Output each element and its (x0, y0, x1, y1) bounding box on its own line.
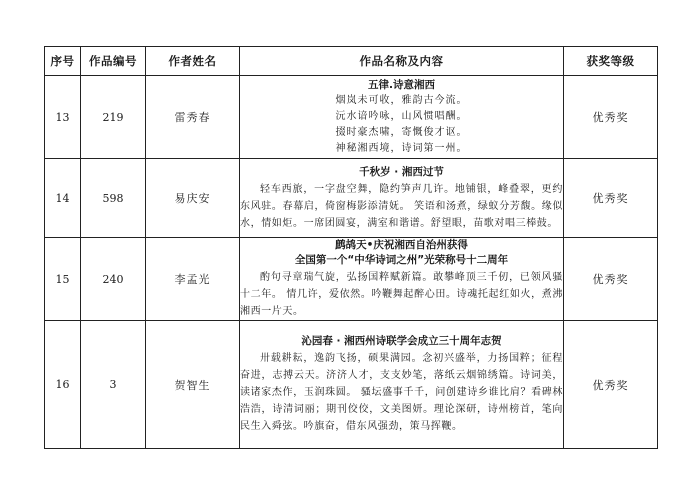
poem-line: 烟岚未可收，雅韵古今流。 (335, 94, 468, 106)
work-text: 轻车西旅，一字盘空舞，隐约笋声几许。地铺银，峰叠翠，更约东风驻。春幕启，倚窗梅影添清妩。 笑语和汤煮，绿蚁分芳馥。缘似水，情如炬。一席团圆宴，满室和谐谱。舒望眼，苗歌对唱三棒鼓。 (240, 183, 563, 229)
seq-cell: 13 (45, 76, 81, 159)
header-work-no: 作品编号 (81, 47, 146, 76)
work-no-cell: 598 (81, 159, 146, 238)
header-author: 作者姓名 (146, 47, 240, 76)
work-text: 卅载耕耘，逸韵飞扬，硕果满园。念初兴盛举，力扬国粹；征程奋进，志搏云天。济济人才，支支妙笔，落纸云烟锦绣篇。诗词美，读诸家杰作，玉润珠圆。 骚坛盛事千千，问创建诗乡谁比肩？看碑林浩浩，诗清词丽；期刊佼佼，文美图妍。理论深研，诗州榜首，笔向民生入舜弦。吟旗奋，借东风强劲，策马挥鞭。 (240, 353, 563, 432)
seq-cell: 14 (45, 159, 81, 238)
award-cell: 优秀奖 (564, 238, 658, 321)
table-row (45, 238, 658, 321)
author-cell: 雷秀春 (146, 76, 240, 159)
work-cell (240, 321, 564, 449)
seq-cell: 16 (45, 321, 81, 449)
work-text: 酌句寻章瑞气旋，弘扬国粹赋新篇。敢攀峰顶三千仞，已领风骚十二年。 情几许，爱依然。吟鞭舞起醉心田。诗魂托起红如火，煮沸湘西一片天。 (240, 272, 563, 317)
work-title: 千秋岁 · 湘西过节 (359, 165, 444, 178)
header-seq: 序号 (45, 47, 81, 76)
awards-table (44, 46, 658, 449)
work-title: 五律.诗意湘西 (368, 78, 435, 91)
header-award: 获奖等级 (564, 47, 658, 76)
table-row (45, 321, 658, 449)
work-cell (240, 76, 564, 159)
author-cell: 贺智生 (146, 321, 240, 449)
header-work: 作品名称及内容 (240, 47, 564, 76)
work-cell (240, 159, 564, 238)
poem-line: 掇时豪杰啸，寄慨俊才讴。 (335, 126, 468, 138)
award-cell: 优秀奖 (564, 321, 658, 449)
poem-line: 沅水谙吟咏，山风惯唱酬。 (335, 110, 468, 122)
author-cell: 李孟光 (146, 238, 240, 321)
author-cell: 易庆安 (146, 159, 240, 238)
work-no-cell: 240 (81, 238, 146, 321)
work-subtitle: 全国第一个“中华诗词之州”光荣称号十二周年 (294, 254, 509, 266)
work-cell (240, 238, 564, 321)
award-cell: 优秀奖 (564, 159, 658, 238)
poem-line: 神秘湘西境，诗词第一州。 (335, 142, 468, 154)
work-no-cell: 219 (81, 76, 146, 159)
work-title: 沁园春 · 湘西州诗联学会成立三十周年志贺 (301, 335, 502, 347)
award-cell: 优秀奖 (564, 76, 658, 159)
work-title: 鹧鸪天•庆祝湘西自治州获得 (335, 239, 468, 251)
seq-cell: 15 (45, 238, 81, 321)
table-header-row (45, 47, 658, 76)
table-row (45, 76, 658, 159)
work-no-cell: 3 (81, 321, 146, 449)
table-row (45, 159, 658, 238)
